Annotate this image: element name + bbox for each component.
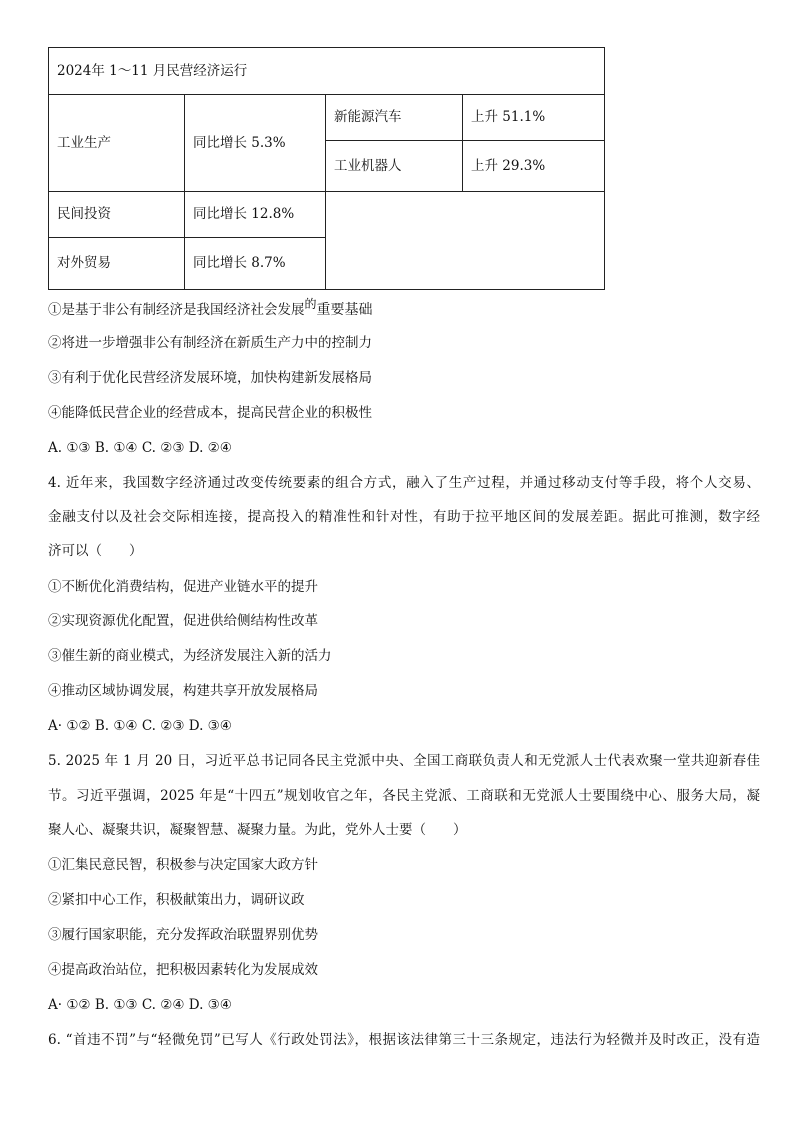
private-economy-table: [48, 47, 605, 290]
q5-stem-line-3: 聚人心、凝聚共识，凝聚智慧、凝聚力量。为此，党外人士要（ ）: [48, 822, 467, 838]
q4-stem-line-2: 金融支付以及社会交际相连接，提高投入的精准性和针对性，有助于拉平地区间的发展差距。据此可推测，数字经: [48, 509, 760, 525]
q5-option-2: ②紧扣中心工作，积极献策出力，调研议政: [48, 892, 305, 908]
q4-stem-line-3: 济可以（ ）: [48, 543, 143, 559]
q5-option-3: ③履行国家职能，充分发挥政治联盟界别优势: [48, 927, 318, 943]
q4-option-4: ④推动区域协调发展，构建共享开放发展格局: [48, 683, 318, 699]
q3-option-2: ②将进一步增强非公有制经济在新质生产力中的控制力: [48, 335, 372, 351]
q3-option-1-superscript: 的: [304, 297, 317, 311]
table-cell-subitem: 新能源汽车: [326, 95, 463, 141]
q4-answer-choices: A· ①② B. ①④ C. ②③ D. ③④: [48, 718, 232, 734]
q5-option-1: ①汇集民意民智，积极参与决定国家大政方针: [48, 857, 318, 873]
q4-option-2: ②实现资源优化配置，促进供给侧结构性改革: [48, 613, 318, 629]
table-cell-value: 同比增长 5.3%: [185, 95, 326, 192]
q5-option-4: ④提高政治站位，把积极因素转化为发展成效: [48, 962, 318, 978]
q5-stem-line-2: 节。习近平强调，2025 年是“十四五”规划收官之年，各民主党派、工商联和无党派人士要围绕中心、服务大局，凝: [48, 788, 760, 804]
q4-option-1: ①不断优化消费结构，促进产业链水平的提升: [48, 579, 318, 595]
table-cell-category: 对外贸易: [49, 238, 185, 290]
table-cell-category: 工业生产: [49, 95, 185, 192]
table-cell-category: 民间投资: [49, 192, 185, 238]
table-cell-value: 同比增长 8.7%: [185, 238, 326, 290]
q3-option-1-tail: 重要基础: [316, 302, 373, 318]
q4-option-3: ③催生新的商业模式，为经济发展注入新的活力: [48, 648, 332, 664]
q3-option-1-main: ①是基于非公有制经济是我国经济社会发展: [48, 302, 305, 318]
table-cell-subvalue: 上升 51.1%: [463, 95, 605, 141]
q6-stem-line-1: 6. “首违不罚”与“轻微免罚”已写人《行政处罚法》，根据该法律第三十三条规定，违法行为轻微并及时改正，没有造: [48, 1032, 760, 1048]
q3-answer-choices: A. ①③ B. ①④ C. ②③ D. ②④: [48, 440, 232, 456]
q3-option-1: [48, 297, 760, 320]
table-cell-subvalue: 上升 29.3%: [463, 141, 605, 192]
table-title: 2024年 1～11 月民营经济运行: [49, 48, 605, 95]
q5-answer-choices: A· ①② B. ①③ C. ②④ D. ③④: [48, 997, 232, 1013]
q4-stem-line-1: 4. 近年来，我国数字经济通过改变传统要素的组合方式，融入了生产过程，并通过移动支付等手段，将个人交易、: [48, 475, 760, 491]
table-cell-value: 同比增长 12.8%: [185, 192, 326, 238]
q5-stem-line-1: 5. 2025 年 1 月 20 日，习近平总书记同各民主党派中央、全国工商联负责人和无党派人士代表欢聚一堂共迎新春佳: [48, 753, 760, 769]
q3-option-3: ③有利于优化民营经济发展环境，加快构建新发展格局: [48, 370, 372, 386]
q3-option-4: ④能降低民营企业的经营成本，提高民营企业的积极性: [48, 405, 372, 421]
table-cell-subitem: 工业机器人: [326, 141, 463, 192]
table-cell-empty: [326, 192, 605, 290]
